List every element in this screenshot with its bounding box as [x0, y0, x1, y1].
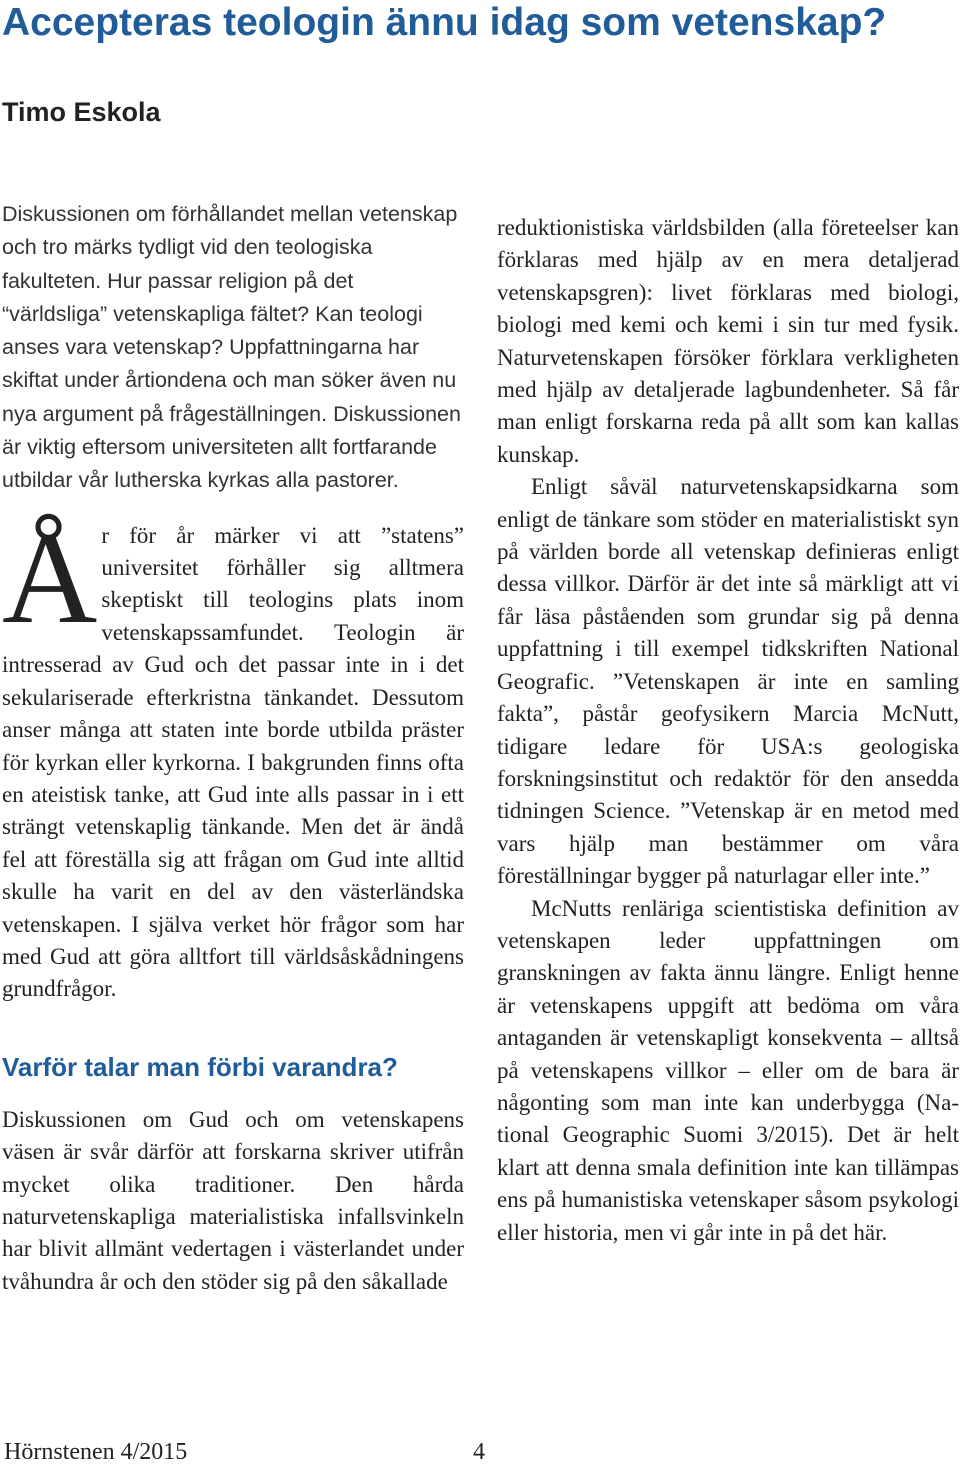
article-title: Accepteras teologin ännu idag som vetenskap? — [2, 1, 887, 44]
footer-magazine-issue: Hörnstenen 4/2015 — [4, 1439, 188, 1465]
section-subheading: Varför talar man förbi varandra? — [2, 1051, 398, 1082]
footer-page-number: 4 — [473, 1439, 485, 1465]
body-paragraph-5: McNutts renläriga scientistiska definition av vetenskapen leder uppfattningen om granskningen av fakta ännu längre. Enligt henne är vetenskapens uppgift att bedöma om våra antaganden är vetenskapligt konsekventa – alltså på vetenskapens villkor – eller om de bara är någonting som man inte kan underbygga (National Geographic Suomi 3/2015). Det är helt klart att denna smala definition inte kan tillämpas ens på humanistiska vetenskaper såsom psykologi eller historia, men vi går inte in på det här. — [497, 895, 959, 1245]
author-name: Timo Eskola — [2, 97, 161, 127]
right-column — [497, 212, 959, 1249]
body-paragraph-2: Diskussionen om Gud och om vetenskapens väsen är svår därför att forskarna skriver utifrån mycket olika traditioner. Den hårda naturvetenskapliga materialistiska infallsvinkeln har blivit allmänt vedertagen i västerlandet under tvåhundra år och den stöder sig på den såkallade — [2, 1106, 464, 1294]
left-column — [2, 198, 464, 1298]
body-paragraph-3: reduktionistiska världsbilden (alla företeelser kan förklaras med hjälp av en mera detaljerad vetenskapsgren): livet förklaras med biologi, biologi med kemi och kemi i sin tur med fysik. Naturvetenskapen försöker förklara verkligheten med hjälp av detaljerade lagbundenheter. Så får man enligt forskarna reda på allt som kan kallas kunskap. — [497, 215, 959, 467]
drop-cap: Å — [2, 503, 98, 651]
body-paragraph-1-text: r för år märker vi att ”statens” universitet förhåller sig alltmera skeptiskt till teologins plats inom vetenskapssamfundet. Teologin är intresserad av Gud och det passar inte in i det sekulariserade efterkristna tänkandet. Dessutom anser många att staten inte borde utbilda präster för kyrkan eller kyrkorna. I bakgrunden finns ofta en ateistisk tanke, att Gud inte alls passar in i ett strängt vetenskaplig tänkande. Men det är ändå fel att föreställa sig att frågan om Gud inte alltid skulle ha varit en del av den västerländska vetenskapen. I själva verket hör frågor som har med Gud att göra alltfort till världsåskådningens grundfrågor. — [2, 522, 464, 1002]
body-paragraph-1 — [2, 503, 464, 1006]
body-paragraph-4: Enligt såväl naturvetenskapsidkarna som enligt de tänkare som stöder en materialistiskt syn på världen borde all vetenskap definieras enligt dessa villkor. Därför är det inte så märkligt att vi får läsa påståenden som grundar sig på denna uppfattning i till exempel tidkskriften National Geografic. ”Vetenskapen är inte en samling fakta”, påstår geofysikern Marcia McNutt, tidigare ledare för USA:s geologiska forskningsinstitut och redaktör för den ansedda tidningen Science. ”Vetenskap är en metod med vars hjälp man bestämmer om våra föreställningar bygger på naturlagar eller inte.” — [497, 474, 959, 889]
lead-paragraph: Diskussionen om förhållandet mellan vetenskap och tro märks tydligt vid den teologiska fakulteten. Hur passar religion på det “världsliga” vetenskapliga fältet? Kan teologi anses vara vetenskap? Uppfattningarna har skiftat under årtiondena och man söker även nu nya argument på frågeställningen. Diskussionen är viktig eftersom universiteten allt fortfarande utbildar vår lutherska kyrkas alla pastorer. — [2, 202, 461, 493]
